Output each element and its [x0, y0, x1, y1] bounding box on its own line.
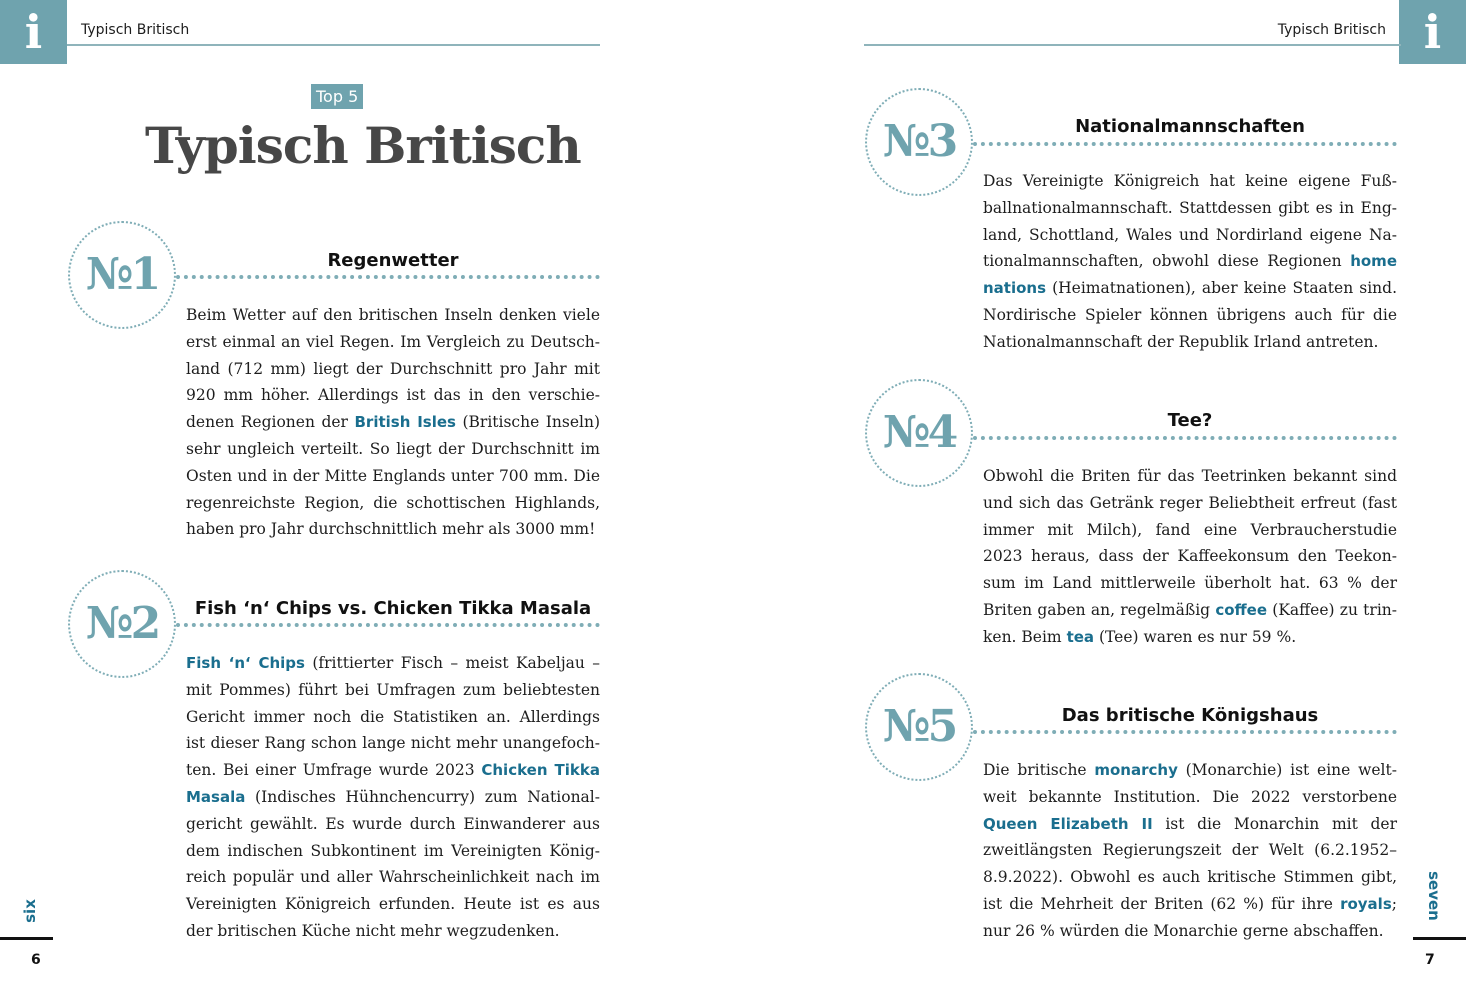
highlighted-term: home nations [983, 252, 1397, 298]
running-head: Typisch Britisch [1277, 22, 1386, 38]
body-text: (Indisches Hühnchencurry) zum Nationalgericht gewählt. Es wurde durch Einwanderer aus dem indischen Subkontinent im Vereinigten Königreich populär und aller Wahrscheinlichkeit nach im Vereinigten Königreich erfunden. Heute ist es aus der britischen Küche nicht mehr wegzudenken. [186, 787, 600, 940]
section-body [983, 757, 1397, 945]
body-text: ist die Monarchin mit der zweitlängsten Regierungszeit der Welt (6.2.1952–8.9.2022). Obwohl es auch kritische Stimmen gibt, ist die Mehrheit der Briten (62 %) für ihre [983, 814, 1397, 913]
page-number: 7 [1425, 952, 1435, 968]
highlighted-term: Queen Elizabeth II [983, 814, 1153, 833]
dotted-divider [973, 436, 1397, 440]
header-divider [864, 44, 1401, 46]
section-number: №1 [85, 249, 159, 300]
body-text: ; nur 26 % würden die Monarchie gerne abschaffen. [983, 894, 1397, 940]
section-number: №2 [85, 598, 159, 649]
section-title: Nationalmannschaften [1075, 116, 1305, 137]
section-body [983, 168, 1397, 356]
section-number: №4 [882, 407, 956, 458]
dotted-divider [973, 142, 1397, 146]
folio-word: six [20, 899, 39, 923]
right-page [733, 0, 1466, 1000]
section-number: №5 [882, 701, 956, 752]
dotted-divider [973, 730, 1397, 734]
section-body [983, 463, 1397, 651]
page-title: Typisch Britisch [145, 116, 581, 175]
highlighted-term: British Isles [354, 413, 456, 432]
body-text: Beim Wetter auf den britischen Inseln denken viele erst einmal an viel Regen. Im Vergleich zu Deutschland (712 mm) liegt der Durchschnitt pro Jahr mit 920 mm höher. Allerdings ist das in den verschiedenen Regionen der [186, 306, 600, 432]
body-text: (Britische Inseln) sehr ungleich verteilt. So liegt der Durchschnitt im Osten und in der Mitte Englands unter 700 mm. Die regenreichste Region, die schottischen Highlands, haben pro Jahr durchschnittlich mehr als 3000 mm! [186, 413, 601, 539]
body-text: Die britische [983, 761, 1095, 779]
body-text: (Tee) waren es nur 59 %. [1094, 627, 1297, 646]
highlighted-term: monarchy [1094, 761, 1178, 779]
highlighted-term: royals [1340, 894, 1392, 913]
body-text: (Monarchie) ist eine weltweit bekannte Institution. Die 2022 verstorbene [983, 761, 1397, 806]
folio-rule [1413, 937, 1466, 940]
highlighted-term: coffee [1215, 600, 1268, 619]
section-title: Das britische Königshaus [1061, 705, 1319, 726]
section-number: №3 [882, 116, 956, 167]
body-text: (frittierter Fisch – meist Kabeljau – mit Pommes) führt bei Umfragen zum beliebtesten Gericht immer noch die Statistiken an. Allerdings ist dieser Rang schon lange nicht mehr unangefochten. Bei einer Umfrage wurde 2023 [186, 654, 601, 780]
top-badge: Top 5 [311, 84, 363, 109]
running-head: Typisch Britisch [81, 22, 190, 38]
info-icon: i [0, 0, 67, 64]
section-title: Regenwetter [327, 250, 459, 271]
highlighted-term: Chicken Tikka Masala [186, 761, 600, 806]
body-text: Das Vereinigte Königreich hat keine eigene Fußballnationalmannschaft. Stattdessen gibt es in England, Schottland, Wales und Nordirland eigene Nationalmannschaften, obwohl diese Regionen [983, 172, 1397, 271]
body-text: Obwohl die Briten für das Teetrinken bekannt sind und sich das Getränk reger Beliebtheit erfreut (fast immer mit Milch), fand eine Verbraucherstudie 2023 heraus, dass der Kaffeekonsum den Teekonsum im Land mittlerweile überholt hat. 63 % der Briten gaben an, regelmäßig [983, 467, 1397, 619]
body-text: (Kaffee) zu trinken. Beim [983, 600, 1398, 646]
info-icon: i [1399, 0, 1466, 64]
folio-word: seven [1424, 871, 1443, 921]
section-title: Fish ‘n‘ Chips vs. Chicken Tikka Masala [194, 598, 592, 619]
section-body [186, 650, 600, 945]
section-title: Tee? [1167, 410, 1213, 431]
dotted-divider [176, 623, 600, 627]
header-divider [67, 44, 600, 46]
dotted-divider [176, 275, 600, 279]
section-body [186, 302, 600, 543]
highlighted-term: tea [1066, 627, 1095, 646]
folio-rule [0, 937, 53, 940]
page-number: 6 [31, 952, 41, 968]
highlighted-term: Fish ‘n‘ Chips [186, 654, 305, 672]
body-text: (Heimatnationen), aber keine Staaten sind. Nordirische Spieler können übrigens auch für die Nationalmannschaft der Republik Irland antreten. [983, 279, 1397, 351]
